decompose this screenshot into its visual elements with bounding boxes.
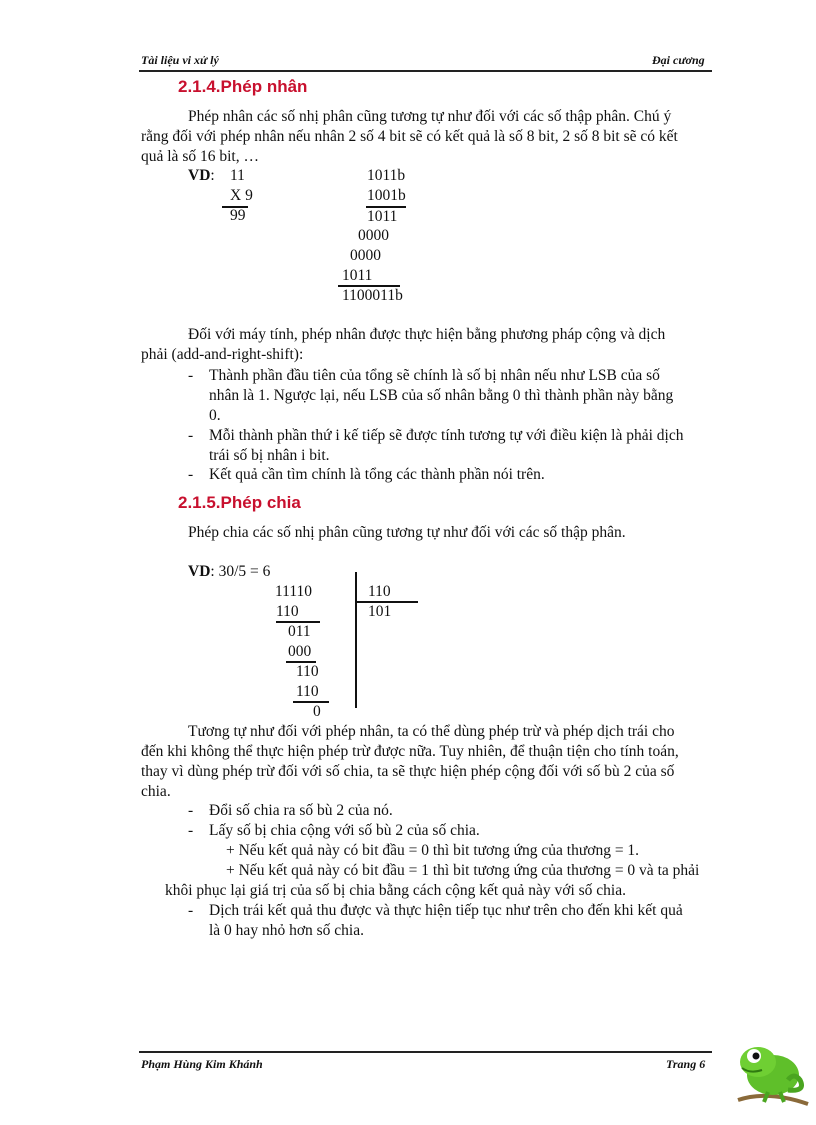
- bullet-3-line-1: Kết quả cần tìm chính là tổng các thành phần nói trên.: [209, 466, 545, 483]
- division-quotient: 101: [368, 603, 392, 620]
- div-step-3-line-2: là 0 hay nhỏ hơn số chia.: [209, 922, 364, 939]
- bin-partial-1: 1011: [367, 208, 398, 225]
- bullet-dash: -: [188, 902, 194, 919]
- mult-algo-2: phải (add-and-right-shift):: [141, 346, 304, 363]
- bullet-dash: -: [188, 367, 194, 384]
- division-step-4: 110: [296, 663, 319, 680]
- bin-operand-b: 1001b: [367, 187, 406, 204]
- dec-result: 99: [230, 207, 246, 224]
- div-sub-1: + Nếu kết quả này có bit đầu = 0 thì bit tương ứng của thương = 1.: [226, 842, 640, 859]
- mult-intro-1: Phép nhân các số nhị phân cũng tương tự như đối với các số thập phân. Chú ý: [188, 108, 672, 125]
- div-para-4: chia.: [141, 783, 171, 800]
- div-sub-2b: khôi phục lại giá trị của số bị chia bằng cách cộng kết quả này với số chia.: [165, 882, 626, 899]
- mult-intro-3: quả là số 16 bit, …: [141, 148, 259, 165]
- division-step-3: 000: [288, 643, 312, 660]
- div-sub-2: + Nếu kết quả này có bit đầu = 1 thì bit tương ứng của thương = 0 và ta phải: [226, 862, 700, 879]
- division-step-1: 110: [276, 603, 299, 620]
- green-chameleon-icon: [728, 1020, 816, 1120]
- bullet-1-line-3: 0.: [209, 407, 221, 424]
- division-remainder: 0: [313, 703, 321, 720]
- header-rule: [139, 70, 712, 72]
- division-bracket-vertical: [355, 572, 357, 708]
- division-dividend: 11110: [275, 583, 313, 600]
- bullet-dash: -: [188, 822, 194, 839]
- bin-partial-3: 0000: [350, 247, 381, 264]
- header-right: Đại cương: [652, 53, 705, 67]
- bullet-dash: -: [188, 466, 194, 483]
- mult-intro-2: rằng đối với phép nhân nếu nhân 2 số 4 bit sẽ có kết quả là số 8 bit, 2 số 8 bit sẽ có kết: [141, 128, 678, 145]
- div-step-3-line-1: Dịch trái kết quả thu được và thực hiện tiếp tục như trên cho đến khi kết quả: [209, 902, 683, 919]
- dec-operand-a: 11: [230, 167, 245, 184]
- div-example: VD: 30/5 = 6: [188, 563, 271, 580]
- division-step-2: 011: [288, 623, 311, 640]
- bullet-dash: -: [188, 427, 194, 444]
- div-step-1: Đổi số chia ra số bù 2 của nó.: [209, 802, 393, 819]
- div-para-2: đến khi không thể thực hiện phép trừ được nữa. Tuy nhiên, để thuận tiện cho tính toán,: [141, 743, 679, 760]
- division-line-3: [293, 701, 329, 703]
- bullet-2-line-2: trái số bị nhân i bit.: [209, 447, 330, 464]
- bullet-2-line-1: Mỗi thành phần thứ i kế tiếp sẽ được tính tương tự với điều kiện là phải dịch: [209, 427, 684, 444]
- bin-partial-4: 1011: [342, 267, 373, 284]
- division-step-5: 110: [296, 683, 319, 700]
- heading-div: 2.1.5.Phép chia: [178, 493, 301, 512]
- division-divisor: 110: [368, 583, 391, 600]
- footer-page-number: Trang 6: [666, 1057, 706, 1071]
- bullet-dash: -: [188, 802, 194, 819]
- div-intro: Phép chia các số nhị phân cũng tương tự như đối với các số thập phân.: [188, 524, 626, 541]
- bin-operand-a: 1011b: [367, 167, 406, 184]
- bullet-1-line-2: nhân là 1. Ngược lại, nếu LSB của số nhân bằng 0 thì thành phần này bằng: [209, 387, 674, 404]
- dec-operand-b: X 9: [230, 187, 253, 204]
- footer-author: Phạm Hùng Kim Khánh: [141, 1057, 263, 1071]
- bin-result: 1100011b: [342, 287, 403, 304]
- bin-partial-2: 0000: [358, 227, 389, 244]
- footer-rule: [139, 1051, 712, 1053]
- mult-algo-1: Đối với máy tính, phép nhân được thực hiện bằng phương pháp cộng và dịch: [188, 326, 666, 343]
- bullet-1-line-1: Thành phần đầu tiên của tổng sẽ chính là số bị nhân nếu như LSB của số: [209, 367, 660, 384]
- header-left: Tài liệu vi xử lý: [141, 53, 219, 67]
- div-para-3: thay vì dùng phép trừ đối với số chia, ta sẽ thực hiện phép cộng đối với số bù 2 của số: [141, 763, 675, 780]
- div-para-1: Tương tự như đối với phép nhân, ta có thể dùng phép trừ và phép dịch trái cho: [188, 723, 675, 740]
- div-step-2: Lấy số bị chia cộng với số bù 2 của số chia.: [209, 822, 480, 839]
- mult-example-label: VD:: [188, 167, 215, 184]
- heading-mult: 2.1.4.Phép nhân: [178, 77, 308, 96]
